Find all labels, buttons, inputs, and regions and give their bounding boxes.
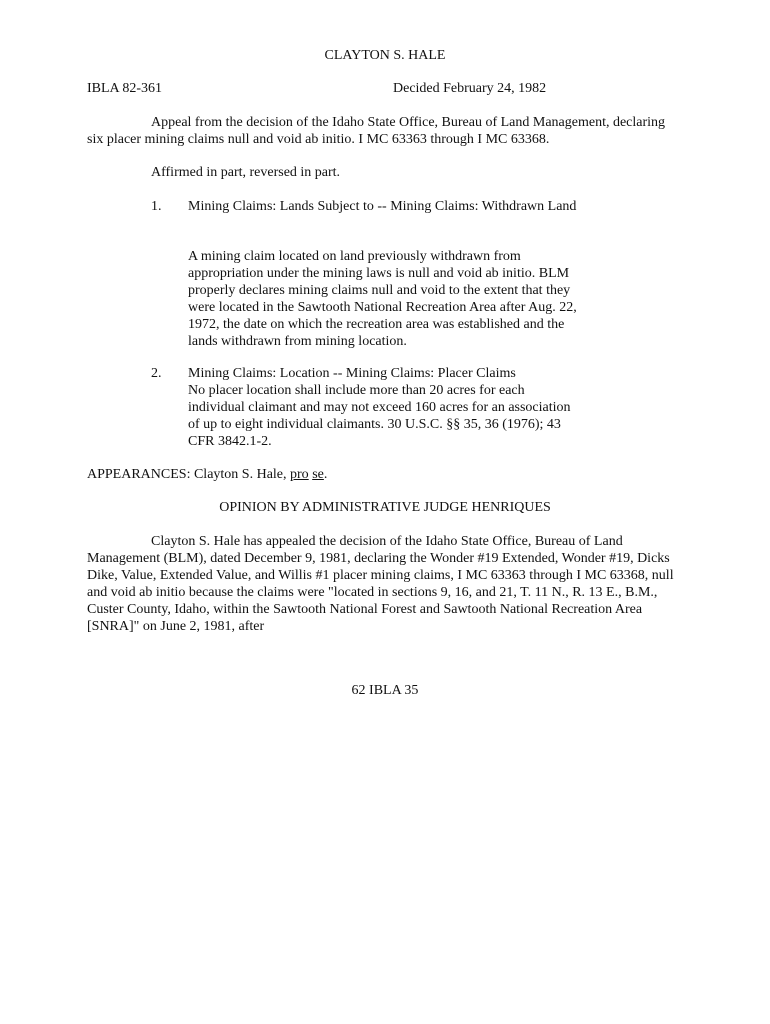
pro-text: pro	[290, 467, 309, 482]
headnote-line: were located in the Sawtooth National Recreation Area after Aug. 22,	[188, 300, 577, 315]
headnote-line: of up to eight individual claimants. 30 U.S.C. §§ 35, 36 (1976); 43	[188, 417, 561, 432]
headnote-line: appropriation under the mining laws is null and void ab initio. BLM	[188, 266, 570, 281]
page-footer: 62 IBLA 35	[351, 683, 419, 698]
headnote-line: No placer location shall include more than 20 acres for each	[188, 383, 525, 398]
opinion-line: Custer County, Idaho, within the Sawtooth National Forest and Sawtooth National Recreation Area	[87, 602, 643, 617]
opinion-line: Clayton S. Hale has appealed the decision of the Idaho State Office, Bureau of Land	[151, 534, 623, 549]
appearances	[87, 466, 327, 483]
se-text: se	[312, 467, 324, 482]
headnote-line: 1972, the date on which the recreation area was established and the	[188, 317, 565, 332]
headnote-number: 1.	[151, 199, 162, 214]
decision-date: Decided February 24, 1982	[393, 81, 547, 96]
opinion-line: and void ab initio because the claims were "located in sections 9, 16, and 21, T. 11 N., R. 13 E., B.M.,	[87, 585, 658, 600]
docket-number: IBLA 82-361	[87, 81, 163, 96]
opinion-line: Management (BLM), dated December 9, 1981, declaring the Wonder #19 Extended, Wonder #19, Dicks	[87, 551, 670, 566]
summary-line: Appeal from the decision of the Idaho State Office, Bureau of Land Management, declaring	[151, 115, 666, 130]
appearances-label: APPEARANCES: Clayton S. Hale,	[87, 467, 291, 482]
disposition: Affirmed in part, reversed in part.	[151, 165, 341, 180]
headnote-line: properly declares mining claims null and void to the extent that they	[188, 283, 571, 298]
headnote-line: A mining claim located on land previously withdrawn from	[188, 249, 521, 264]
headnote-line: CFR 3842.1-2.	[188, 434, 272, 449]
opinion-line: [SNRA]" on June 2, 1981, after	[87, 619, 265, 634]
opinion-line: Dike, Value, Extended Value, and Willis #1 placer mining claims, I MC 63363 through I MC 63368, null	[87, 568, 674, 583]
headnote-number: 2.	[151, 366, 162, 381]
appearances-end: .	[323, 467, 328, 482]
headnote-line: individual claimant and may not exceed 160 acres for an association	[188, 400, 571, 415]
case-title: CLAYTON S. HALE	[324, 48, 446, 63]
headnote-line: lands withdrawn from mining location.	[188, 334, 407, 349]
headnote-heading: Mining Claims: Lands Subject to -- Mining Claims: Withdrawn Land	[188, 199, 577, 214]
opinion-heading: OPINION BY ADMINISTRATIVE JUDGE HENRIQUES	[219, 500, 551, 515]
headnote-heading: Mining Claims: Location -- Mining Claims: Placer Claims	[188, 366, 516, 381]
summary-line: six placer mining claims null and void ab initio. I MC 63363 through I MC 63368.	[87, 132, 550, 147]
